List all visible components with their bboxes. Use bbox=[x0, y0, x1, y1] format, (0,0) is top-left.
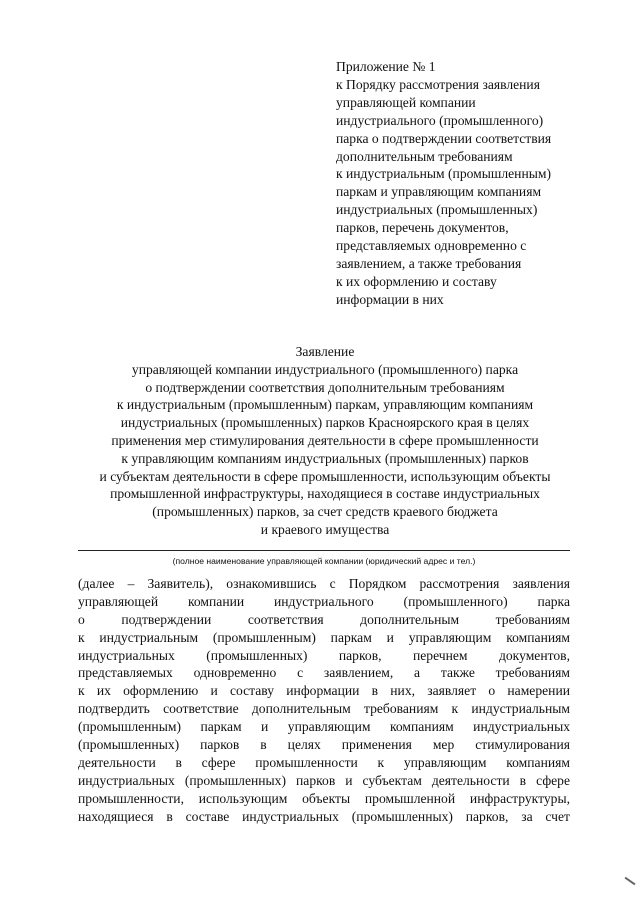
body-line: находящиеся в составе индустриальных (промышленных) парков, за счет bbox=[78, 808, 570, 824]
body-line: к индустриальным (промышленным) паркам и управляющим компаниям bbox=[78, 629, 570, 645]
title-line: и субъектам деятельности в сфере промышленности, использующим объекты bbox=[99, 468, 551, 484]
title-line: к управляющим компаниям индустриальных (промышленных) парков bbox=[121, 450, 529, 466]
title-line: о подтверждении соответствия дополнительным требованиям bbox=[145, 379, 505, 395]
title-line: индустриальных (промышленных) парков Красноярского края в целях bbox=[120, 415, 530, 431]
appendix-line: дополнительным требованиям bbox=[336, 148, 513, 164]
appendix-line: заявлением, а также требования bbox=[336, 255, 522, 271]
body-line: (промышленным) паркам и управляющим компаниям индустриальных bbox=[78, 719, 570, 735]
body-line: (промышленных) парков в целях применения мер стимулирования bbox=[78, 737, 570, 753]
company-name-fill-line bbox=[78, 550, 570, 551]
body-line: индустриальных (промышленных) парков, перечнем документов, bbox=[78, 647, 570, 663]
appendix-line: парка о подтверждении соответствия bbox=[336, 130, 552, 146]
title-line: промышленной инфраструктуры, находящиеся в составе индустриальных bbox=[110, 486, 540, 502]
appendix-line: представляемых одновременно с bbox=[336, 238, 527, 254]
appendix-line: индустриальных (промышленных) bbox=[336, 202, 538, 218]
body-line: к их оформлению и составу информации в них, заявляет о намерении bbox=[78, 683, 570, 699]
appendix-block bbox=[336, 58, 616, 309]
body-line: представляемых одновременно с заявлением, а также требованиям bbox=[78, 665, 570, 681]
appendix-title: Приложение № 1 bbox=[336, 59, 436, 74]
body-line: (далее – Заявитель), ознакомившись с Порядком рассмотрения заявления bbox=[78, 576, 570, 591]
appendix-line: парков, перечень документов, bbox=[336, 220, 509, 236]
title-line: (промышленных) парков, за счет средств краевого бюджета bbox=[152, 504, 498, 520]
body-line: подтвердить соответствие дополнительным требованиям к индустриальным bbox=[78, 701, 570, 717]
body-line: деятельности в сфере промышленности к управляющим компаниям bbox=[78, 754, 570, 770]
appendix-line: к Порядку рассмотрения заявления bbox=[336, 76, 540, 92]
application-title-block bbox=[60, 343, 590, 539]
title-line: применения мер стимулирования деятельности в сфере промышленности bbox=[111, 432, 539, 448]
body-line: индустриальных (промышленных) парков и субъектам деятельности в сфере bbox=[78, 772, 570, 788]
title-line: к индустриальным (промышленным) паркам, управляющим компаниям bbox=[116, 397, 534, 413]
application-heading: Заявление bbox=[295, 344, 355, 359]
title-line: и краевого имущества bbox=[260, 521, 390, 537]
appendix-line: информации в них bbox=[336, 291, 444, 307]
body-line: управляющей компании индустриального (промышленного) парка bbox=[78, 593, 570, 609]
appendix-line: к индустриальным (промышленным) bbox=[336, 166, 551, 182]
appendix-line: к их оформлению и составу bbox=[336, 273, 497, 289]
body-paragraph bbox=[78, 575, 570, 825]
body-line: промышленности, использующим объекты промышленной инфраструктуры, bbox=[78, 790, 570, 806]
body-line: о подтверждении соответствия дополнительным требованиям bbox=[78, 611, 570, 627]
appendix-line: паркам и управляющим компаниям bbox=[336, 184, 542, 200]
appendix-line: управляющей компании bbox=[336, 94, 476, 110]
scan-mark bbox=[625, 877, 636, 886]
title-line: управляющей компании индустриального (промышленного) парка bbox=[131, 361, 519, 377]
appendix-line: индустриального (промышленного) bbox=[336, 112, 544, 128]
company-name-caption: (полное наименование управляющей компании (юридический адрес и тел.) bbox=[172, 556, 476, 566]
